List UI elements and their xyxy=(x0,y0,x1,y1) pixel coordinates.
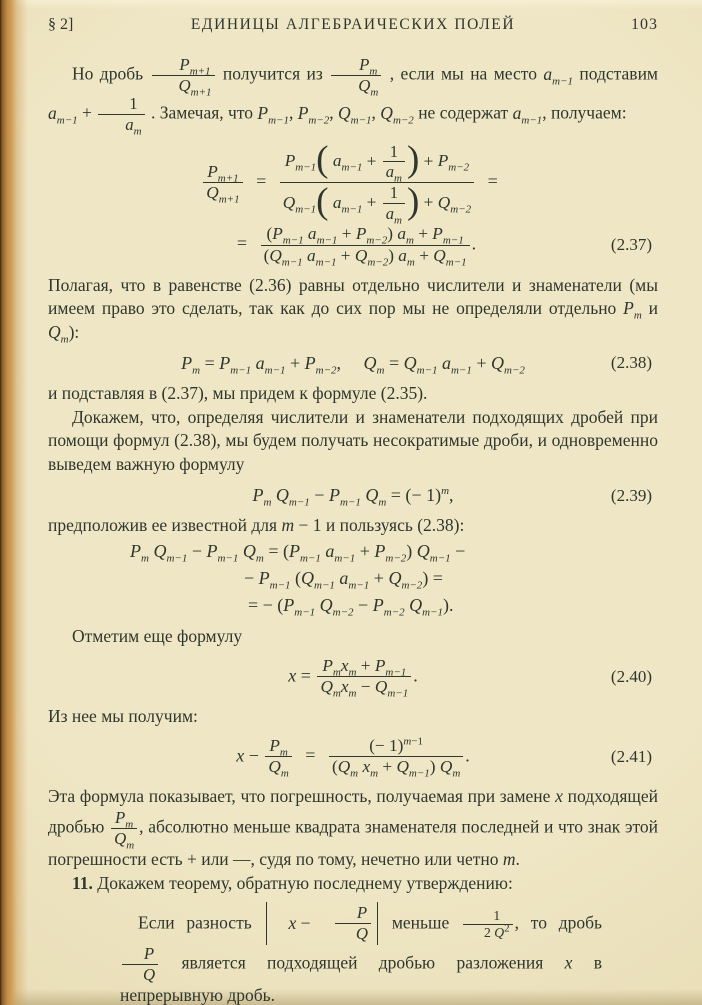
lead: x − xyxy=(236,745,259,766)
eq238-body: $P_m = P_{m-1}$ $a_{m-1} + P_{m-2}$, $Q_m = Q_{m-1}$ $a_{m-1} + Q_{m-2}$ xyxy=(181,352,525,377)
right-paren: ) xyxy=(406,138,420,180)
text: Но дробь xyxy=(72,63,144,84)
equation-tag: (2.41) xyxy=(610,746,652,766)
text: . Замечая, что $P_{m-1}$, $P_{m-2}$, $Q_{m-1}$, $Q_{m-2}$ не содержат $a_{m-1}$, получаем: xyxy=(150,102,627,127)
equation-2-41 xyxy=(48,735,658,780)
fraction: $\frac{1}{a_m}$ xyxy=(96,95,146,134)
equation-2-40 xyxy=(48,655,658,700)
fraction: $\frac{(P_{m-1} a_{m-1} + P_{m-2}) a_m + P_{m-1}}{(Q_{m-1} a_{m-1} + Q_{m-2}) a_m + Q_{m-1}}$ xyxy=(259,225,472,265)
page-number: 103 xyxy=(631,16,658,33)
nested-fraction: $\frac{1}{a_m}$ xyxy=(381,143,407,182)
paragraph-prove: Докажем, что, определяя числители и знаменатели подходящих дробей при помощи формул (2.38), мы будем получать несократимые дроби, и одновременно выведем важную формулу xyxy=(48,406,658,475)
eq237-row1 xyxy=(48,138,658,227)
paragraph-from-it: Из нее мы получим: xyxy=(48,705,198,726)
eq239-body: $P_m$ $Q_{m-1} - P_{m-1}$ $Q_m$ = (− 1)$^m$, xyxy=(252,485,454,509)
page-content xyxy=(48,16,658,1005)
equation-tag: (2.38) xyxy=(610,353,652,373)
equation-2-37 xyxy=(48,138,658,269)
paragraph-note: Отметим еще формулу xyxy=(72,625,243,646)
fraction: $\frac{P_m}{Q_m}$ xyxy=(329,56,383,95)
equation-tag: (2.39) xyxy=(610,485,652,505)
theorem-statement xyxy=(120,902,602,1005)
derivation-block xyxy=(48,538,658,619)
equation-tag: (2.40) xyxy=(610,666,652,686)
period: . xyxy=(413,664,418,685)
item-number: 11. xyxy=(72,872,93,893)
equals-sign: = xyxy=(256,171,267,191)
nested-fraction: $\frac{1}{a_m}$ xyxy=(381,184,407,223)
fraction: $\frac{P}{Q}$ xyxy=(333,904,373,943)
fraction: $\frac{P_{m+1}}{Q_{m+1}}$ xyxy=(150,56,217,95)
fraction: $\frac{(- 1)^{m-1}}{(Q_m x_m + Q_{m-1}) Q_m}$ xyxy=(327,737,465,777)
derivation-line: $P_m$ $Q_{m-1} - P_{m-1}$ $Q_m = (P_{m-1}$ $a_{m-1} + P_{m-2}$) $Q_{m-1}$ − xyxy=(130,540,466,565)
text: Докажем теорему, обратную последнему утверждению: xyxy=(97,872,513,893)
equals-sign: = xyxy=(236,233,248,254)
text: , то дробь xyxy=(514,912,603,933)
derivation-line: = − ($P_{m-1}$ $Q_{m-2} - P_{m-2}$ $Q_{m-1}$). xyxy=(248,594,454,619)
page-header xyxy=(48,16,658,34)
text: , абсолютно меньше квадрата знаменателя последней и что знак этой погрешности есть + или —, судя по тому, нечетно или четно m. xyxy=(48,816,658,870)
absolute-value: x − $\frac{P}{Q}$ xyxy=(266,902,379,945)
fraction: $\frac{1}{2 Q^2}$ xyxy=(461,909,515,941)
paragraph-item-11 xyxy=(48,872,658,896)
text: , если мы на место $a_{m-1}$ подставим $a_{m-1}$ + xyxy=(48,63,659,127)
paragraph-supposing: предположив ее известной для m − 1 и пользуясь (2.38): xyxy=(48,515,465,536)
fraction: $\frac{P_m}{Q_m}$ xyxy=(109,809,139,848)
left-paren: ( xyxy=(316,138,329,180)
text: Если разность xyxy=(138,912,252,933)
paragraph-assuming: Полагая, что в равенстве (2.36) равны отдельно числители и знаменатели (мы имеем право это сделать, так как до сих пор мы не определяли отдельно $P_m$ и $Q_m$): xyxy=(48,274,658,346)
text: получится из xyxy=(222,63,323,84)
paragraph-substituting: и подставляя в (2.37), мы придем к формуле (2.35). xyxy=(48,382,428,403)
period: . xyxy=(471,233,477,254)
derivation-line: − $P_{m-1}$ ($Q_{m-1}$ $a_{m-1} + Q_{m-2}$) = xyxy=(244,567,443,592)
fraction: $\frac{P_{m+1}}{Q_{m+1}}$ xyxy=(201,163,244,203)
text: Эта формула показывает, что погрешность, получаемая при замене x подходящей дробью xyxy=(48,786,659,837)
lead: x = xyxy=(288,664,311,685)
equation-tag: (2.37) xyxy=(610,235,652,255)
equals-sign: = xyxy=(305,745,316,766)
fraction: $P_mx_m + P_{m-1}$ $Q_mx_m - Q_{m-1}$ xyxy=(315,657,413,697)
text: является подходящей дробью разложения x в непрерывную дробь. xyxy=(120,952,602,1005)
paragraph-intro xyxy=(48,55,659,138)
left-paren: ( xyxy=(316,180,329,222)
right-paren: ) xyxy=(406,180,420,222)
fraction: $\frac{P}{Q}$ xyxy=(120,945,160,984)
fraction: $\frac{P_m}{Q_m}$ xyxy=(263,737,293,777)
equation-2-39 xyxy=(48,485,658,509)
equation-2-38 xyxy=(48,352,658,377)
equals-sign: = xyxy=(487,171,498,191)
paragraph-error xyxy=(48,785,658,872)
big-fraction: $P_{m-1}$( $a_{m-1}$ + $\frac{1}{a_m}$ ) + $P_{m-2}$ $Q_{m-1}$( $a_{m-1}$ + $\frac{1}{a_m}$ ) + $Q_{m-2}$ xyxy=(278,143,476,224)
period: . xyxy=(465,745,470,766)
section-label: § 2] xyxy=(48,16,74,33)
eq237-row2 xyxy=(48,224,658,269)
text: меньше xyxy=(391,912,450,933)
running-title: ЕДИНИЦЫ АЛГЕБРАИЧЕСКИХ ПОЛЕЙ xyxy=(190,16,516,33)
